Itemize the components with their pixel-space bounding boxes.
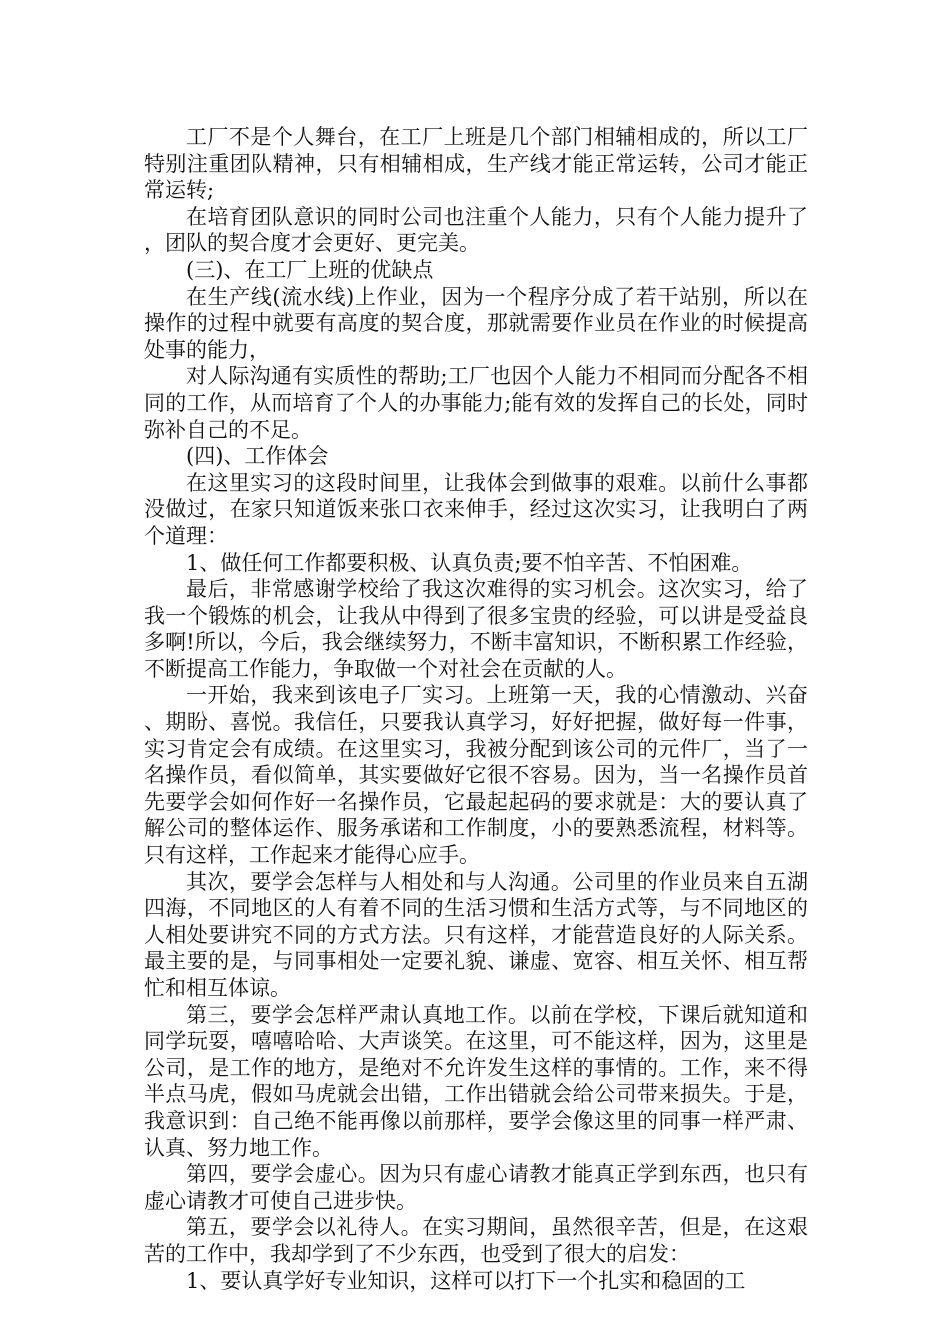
paragraph-study-knowledge: 1、要认真学好专业知识，这样可以打下一个扎实和稳固的工 xyxy=(186,1268,746,1293)
paragraph-communication: 对人际沟通有实质性的帮助;工厂也因个人能力不相同而分配各不相同的工作，从而培育了个人的办事能力;能有效的发挥自己的长处，同时弥补自己的不足。 xyxy=(144,364,808,442)
section-heading-pros-cons: (三)、在工厂上班的优缺点 xyxy=(186,257,434,282)
paragraph-second-relations: 其次，要学会怎样与人相处和与人沟通。公司里的作业员来自五湖四海，不同地区的人有着不同的生活习惯和生活方式等，与不同地区的人相处要讲究不同的方式方法。只有这样，才能营造良好的人际关系。最主要的是，与同事相处一定要礼貌、谦虚、宽容、相互关怀、相互帮忙和相互体谅。 xyxy=(144,869,808,1000)
paragraph-thanks: 最后，非常感谢学校给了我这次难得的实习机会。这次实习，给了我一个锻炼的机会，让我从中得到了很多宝贵的经验，可以讲是受益良多啊!所以，今后，我会继续努力，不断丰富知识，不断积累工作经验，不断提高工作能力，争取做一个对社会在贡献的人。 xyxy=(144,577,808,681)
paragraph-first-day: 一开始，我来到该电子厂实习。上班第一天，我的心情激动、兴奋、期盼、喜悦。我信任，只要我认真学习，好好把握，做好每一件事，实习肯定会有成绩。在这里实习，我被分配到该公司的元件厂，当了一名操作员，看似简单，其实要做好它很不容易。因为，当一名操作员首先要学会如何作好一名操作员，它最起起码的要求就是：大的要认真了解公司的整体运作、服务承诺和工作制度，小的要熟悉流程，材料等。只有这样，工作起来才能得心应手。 xyxy=(144,683,808,868)
paragraph-production-line: 在生产线(流水线)上作业，因为一个程序分成了若干站别，所以在操作的过程中就要有高度的契合度，那就需要作业员在作业的时候提高处事的能力， xyxy=(144,284,808,362)
paragraph-fifth-courtesy: 第五，要学会以礼待人。在实习期间，虽然很辛苦，但是，在这艰苦的工作中，我却学到了不少东西，也受到了很大的启发： xyxy=(144,1215,808,1266)
section-heading-experience: (四)、工作体会 xyxy=(186,444,329,469)
paragraph-factory-teamwork: 工厂不是个人舞台，在工厂上班是几个部门相辅相成的，所以工厂特别注重团队精神，只有相辅相成，生产线才能正常运转，公司才能正常运转; xyxy=(144,125,808,203)
paragraph-internship-difficulty: 在这里实习的这段时间里，让我体会到做事的艰难。以前什么事都没做过，在家只知道饭来张口衣来伸手，经过这次实习，让我明白了两个道理： xyxy=(144,470,808,548)
document-page xyxy=(144,124,808,1294)
paragraph-lesson-one: 1、做任何工作都要积极、认真负责;要不怕辛苦、不怕困难。 xyxy=(186,550,753,575)
paragraph-third-serious-work: 第三，要学会怎样严肃认真地工作。以前在学校，下课后就知道和同学玩耍，嘻嘻哈哈、大声谈笑。在这里，可不能这样，因为，这里是公司，是工作的地方，是绝对不允许发生这样的事情的。工作，来不得半点马虎，假如马虎就会出错，工作出错就会给公司带来损失。于是，我意识到：自己绝不能再像以前那样，要学会像这里的同事一样严肃、认真、努力地工作。 xyxy=(144,1002,808,1160)
paragraph-fourth-modesty: 第四，要学会虚心。因为只有虚心请教才能真正学到东西，也只有虚心请教才可使自己进步快。 xyxy=(144,1162,808,1213)
paragraph-individual-ability: 在培育团队意识的同时公司也注重个人能力，只有个人能力提升了，团队的契合度才会更好、更完美。 xyxy=(144,204,808,256)
